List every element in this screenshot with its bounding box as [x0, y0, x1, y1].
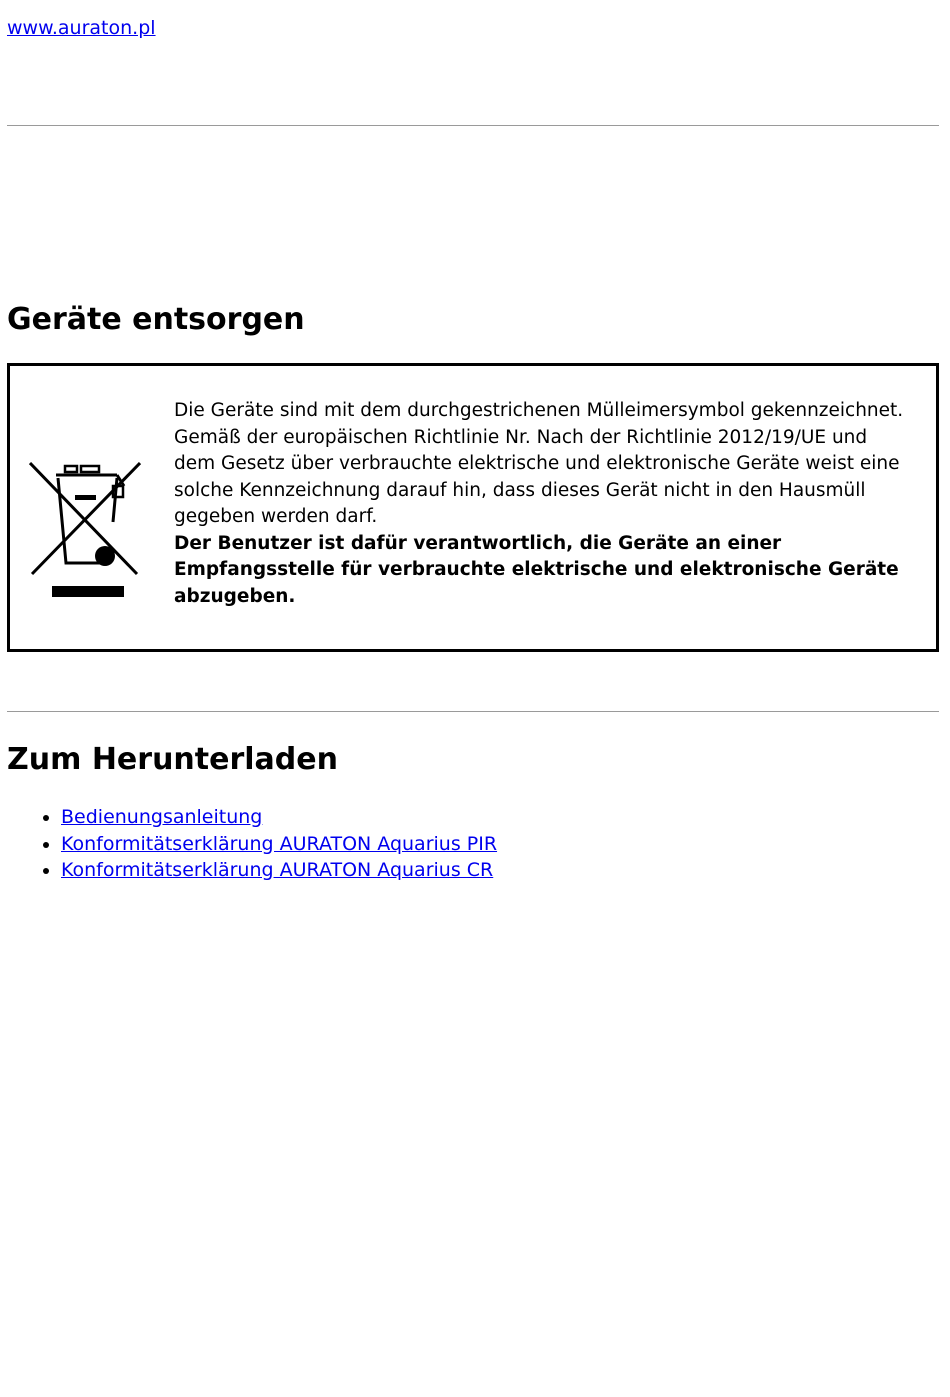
list-item — [61, 831, 497, 858]
crossed-out-wheelie-bin-icon — [29, 462, 141, 598]
divider — [7, 125, 939, 126]
disposal-notice: Der Benutzer ist dafür verantwortlich, die Geräte an einer Empfangsstelle für verbrauchte elektrische und elektronische Geräte abzugeben. — [174, 532, 899, 607]
section-title-downloads: Zum Herunterladen — [7, 742, 338, 777]
site-link[interactable]: www.auraton.pl — [7, 17, 156, 39]
download-link-manual[interactable]: Bedienungsanleitung — [61, 806, 263, 828]
disposal-notice-box — [7, 363, 939, 652]
list-item — [61, 857, 497, 884]
section-title-disposal: Geräte entsorgen — [7, 302, 305, 337]
list-item — [61, 804, 497, 831]
divider — [7, 711, 939, 712]
downloads-list — [7, 804, 497, 884]
download-link-declaration-cr[interactable]: Konformitätserklärung AURATON Aquarius CR — [61, 859, 494, 881]
download-link-declaration-pir[interactable]: Konformitätserklärung AURATON Aquarius PIR — [61, 832, 498, 855]
disposal-text — [174, 398, 909, 610]
disposal-paragraph: Die Geräte sind mit dem durchgestrichenen Mülleimersymbol gekennzeichnet. Gemäß der europäischen Richtlinie Nr. Nach der Richtlinie 2012/19/UE und dem Gesetz über verbrauchte elektrische und elektronische Geräte weist eine solche Kennzeichnung darauf hin, dass dieses Gerät nicht in den Hausmüll gegeben werden darf. — [174, 400, 904, 527]
